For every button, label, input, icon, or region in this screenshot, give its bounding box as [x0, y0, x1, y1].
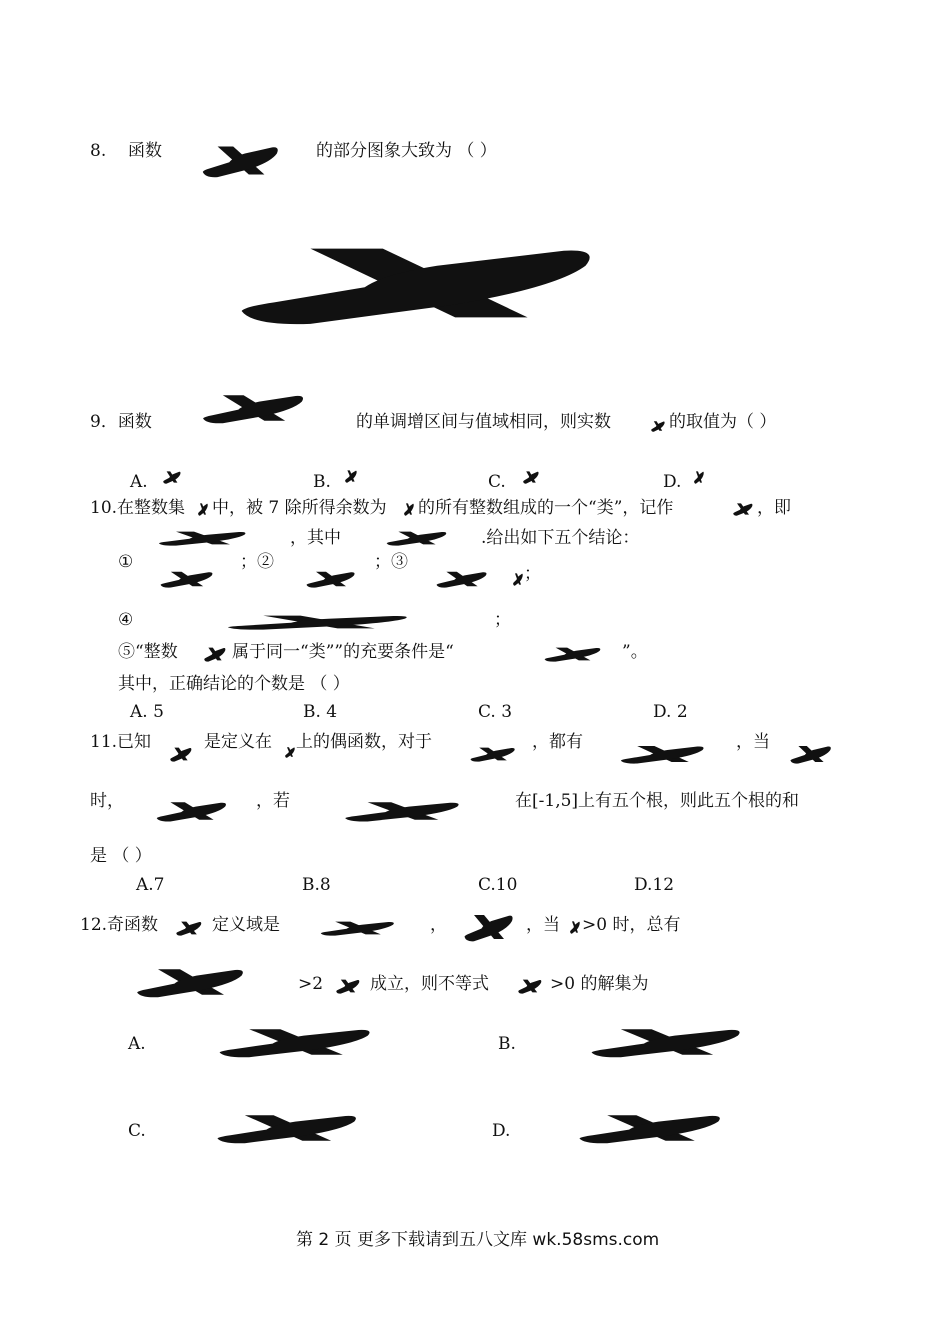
q10-option-b: B. 4: [303, 702, 338, 722]
q10-conclusion-4-end: ；: [494, 610, 511, 630]
q11-d: ，都有: [532, 732, 583, 752]
q10-conclusion-4: ④: [118, 610, 134, 630]
q12-g: 成立，则不等式: [370, 974, 489, 994]
q12-h: >0 的解集为: [550, 974, 649, 994]
q8-prefix: 函数: [128, 141, 162, 161]
formula-placeholder: [694, 470, 704, 484]
q10-line2-b: .给出如下五个结论：: [481, 528, 640, 548]
formula-placeholder: [285, 746, 295, 758]
q10-line1-d: ，即: [757, 498, 791, 518]
formula-placeholder: [156, 800, 228, 822]
q10-option-d: D. 2: [653, 702, 688, 722]
q10-conclusion-5-a: ⑤“整数: [118, 642, 178, 662]
formula-placeholder: [651, 420, 665, 432]
q10-option-a: A. 5: [130, 702, 164, 722]
q12-a: 12.奇函数: [80, 915, 159, 935]
formula-placeholder: [570, 920, 580, 934]
formula-placeholder: [198, 502, 208, 516]
formula-placeholder: [163, 470, 181, 484]
q9-option-d: D.: [663, 472, 682, 492]
formula-placeholder: [320, 920, 396, 936]
q10-question: 其中，正确结论的个数是 （ ）: [118, 674, 350, 694]
formula-placeholder: [170, 746, 192, 762]
q8-suffix: 的部分图象大致为 （ ）: [316, 141, 497, 161]
q12-e: >0 时，总有: [582, 915, 681, 935]
formula-placeholder: [464, 912, 514, 942]
q10-line2-a: ，其中: [290, 528, 341, 548]
q12-d: ，当: [526, 915, 560, 935]
formula-placeholder: [590, 1026, 744, 1058]
q11-i: 是 （ ）: [90, 846, 152, 866]
formula-placeholder: [226, 614, 412, 630]
q12-option-b: B.: [498, 1034, 516, 1054]
q8-number: 8.: [90, 141, 107, 161]
q11-f: 时，: [90, 791, 124, 811]
formula-placeholder: [523, 470, 539, 484]
formula-placeholder: [202, 392, 306, 424]
q11-option-a: A.7: [136, 875, 165, 895]
formula-placeholder: [790, 744, 832, 764]
q10-conclusion-2: ；②: [240, 552, 274, 572]
q12-option-c: C.: [128, 1121, 146, 1141]
formula-placeholder: [436, 570, 488, 588]
q10-option-c: C. 3: [478, 702, 513, 722]
page-footer: 第 2 页 更多下载请到五八文库 wk.58sms.com: [296, 1230, 660, 1250]
q11-g: ，若: [256, 791, 290, 811]
formula-placeholder: [160, 570, 214, 588]
q10-conclusion-3: ；③: [374, 552, 408, 572]
q11-option-d: D.12: [634, 875, 675, 895]
q10-conclusion-5-b: 属于同一“类””的充要条件是“: [232, 642, 454, 662]
q10-conclusion-1: ①: [118, 552, 134, 572]
formula-placeholder: [733, 502, 753, 516]
formula-placeholder: [218, 1026, 374, 1058]
formula-placeholder: [176, 920, 202, 936]
q11-c: 上的偶函数，对于: [296, 732, 432, 752]
q11-option-b: B.8: [302, 875, 331, 895]
q9-number: 9．函数: [90, 412, 152, 432]
q12-b: 定义域是: [212, 915, 280, 935]
q11-b: 是定义在: [204, 732, 272, 752]
formula-placeholder: [518, 978, 542, 994]
formula-placeholder: [470, 746, 516, 762]
q10-line1-a: 10.在整数集: [90, 498, 186, 518]
formula-placeholder: [345, 469, 357, 483]
q11-a: 11.已知: [90, 732, 152, 752]
q9-option-a: A.: [130, 472, 148, 492]
q11-h: 在[-1,5]上有五个根，则此五个根的和: [515, 791, 800, 811]
formula-placeholder: [544, 646, 602, 662]
formula-placeholder: [306, 570, 356, 588]
formula-placeholder: [620, 744, 706, 764]
q10-line1-b: 中，被 7 除所得余数为: [212, 498, 387, 518]
q12-option-a: A.: [128, 1034, 146, 1054]
q12-option-d: D.: [492, 1121, 511, 1141]
formula-placeholder: [404, 502, 414, 516]
formula-placeholder: [386, 530, 448, 546]
formula-placeholder: [578, 1112, 724, 1144]
formula-placeholder: [202, 143, 280, 178]
q11-e: ，当: [736, 732, 770, 752]
q10-conclusion-3-end: ；: [524, 564, 541, 584]
formula-placeholder: [513, 572, 523, 586]
q9-option-c: C.: [488, 472, 506, 492]
q10-conclusion-5-c: ”。: [622, 642, 648, 662]
formula-placeholder: [336, 978, 360, 994]
formula-placeholder: [204, 646, 226, 662]
q12-f: >2: [298, 974, 324, 994]
formula-placeholder: [158, 530, 248, 546]
q10-line1-c: 的所有整数组成的一个“类”，记作: [418, 498, 674, 518]
q9-suffix: 的取值为（ ）: [669, 412, 777, 432]
q9-text: 的单调增区间与值域相同，则实数: [356, 412, 611, 432]
formula-placeholder: [344, 800, 462, 822]
formula-placeholder: [216, 1112, 360, 1144]
q11-option-c: C.10: [478, 875, 518, 895]
q9-option-b: B.: [313, 472, 331, 492]
formula-placeholder: [136, 966, 246, 998]
q12-c: ，: [430, 915, 447, 935]
graph-placeholder: [238, 240, 600, 326]
